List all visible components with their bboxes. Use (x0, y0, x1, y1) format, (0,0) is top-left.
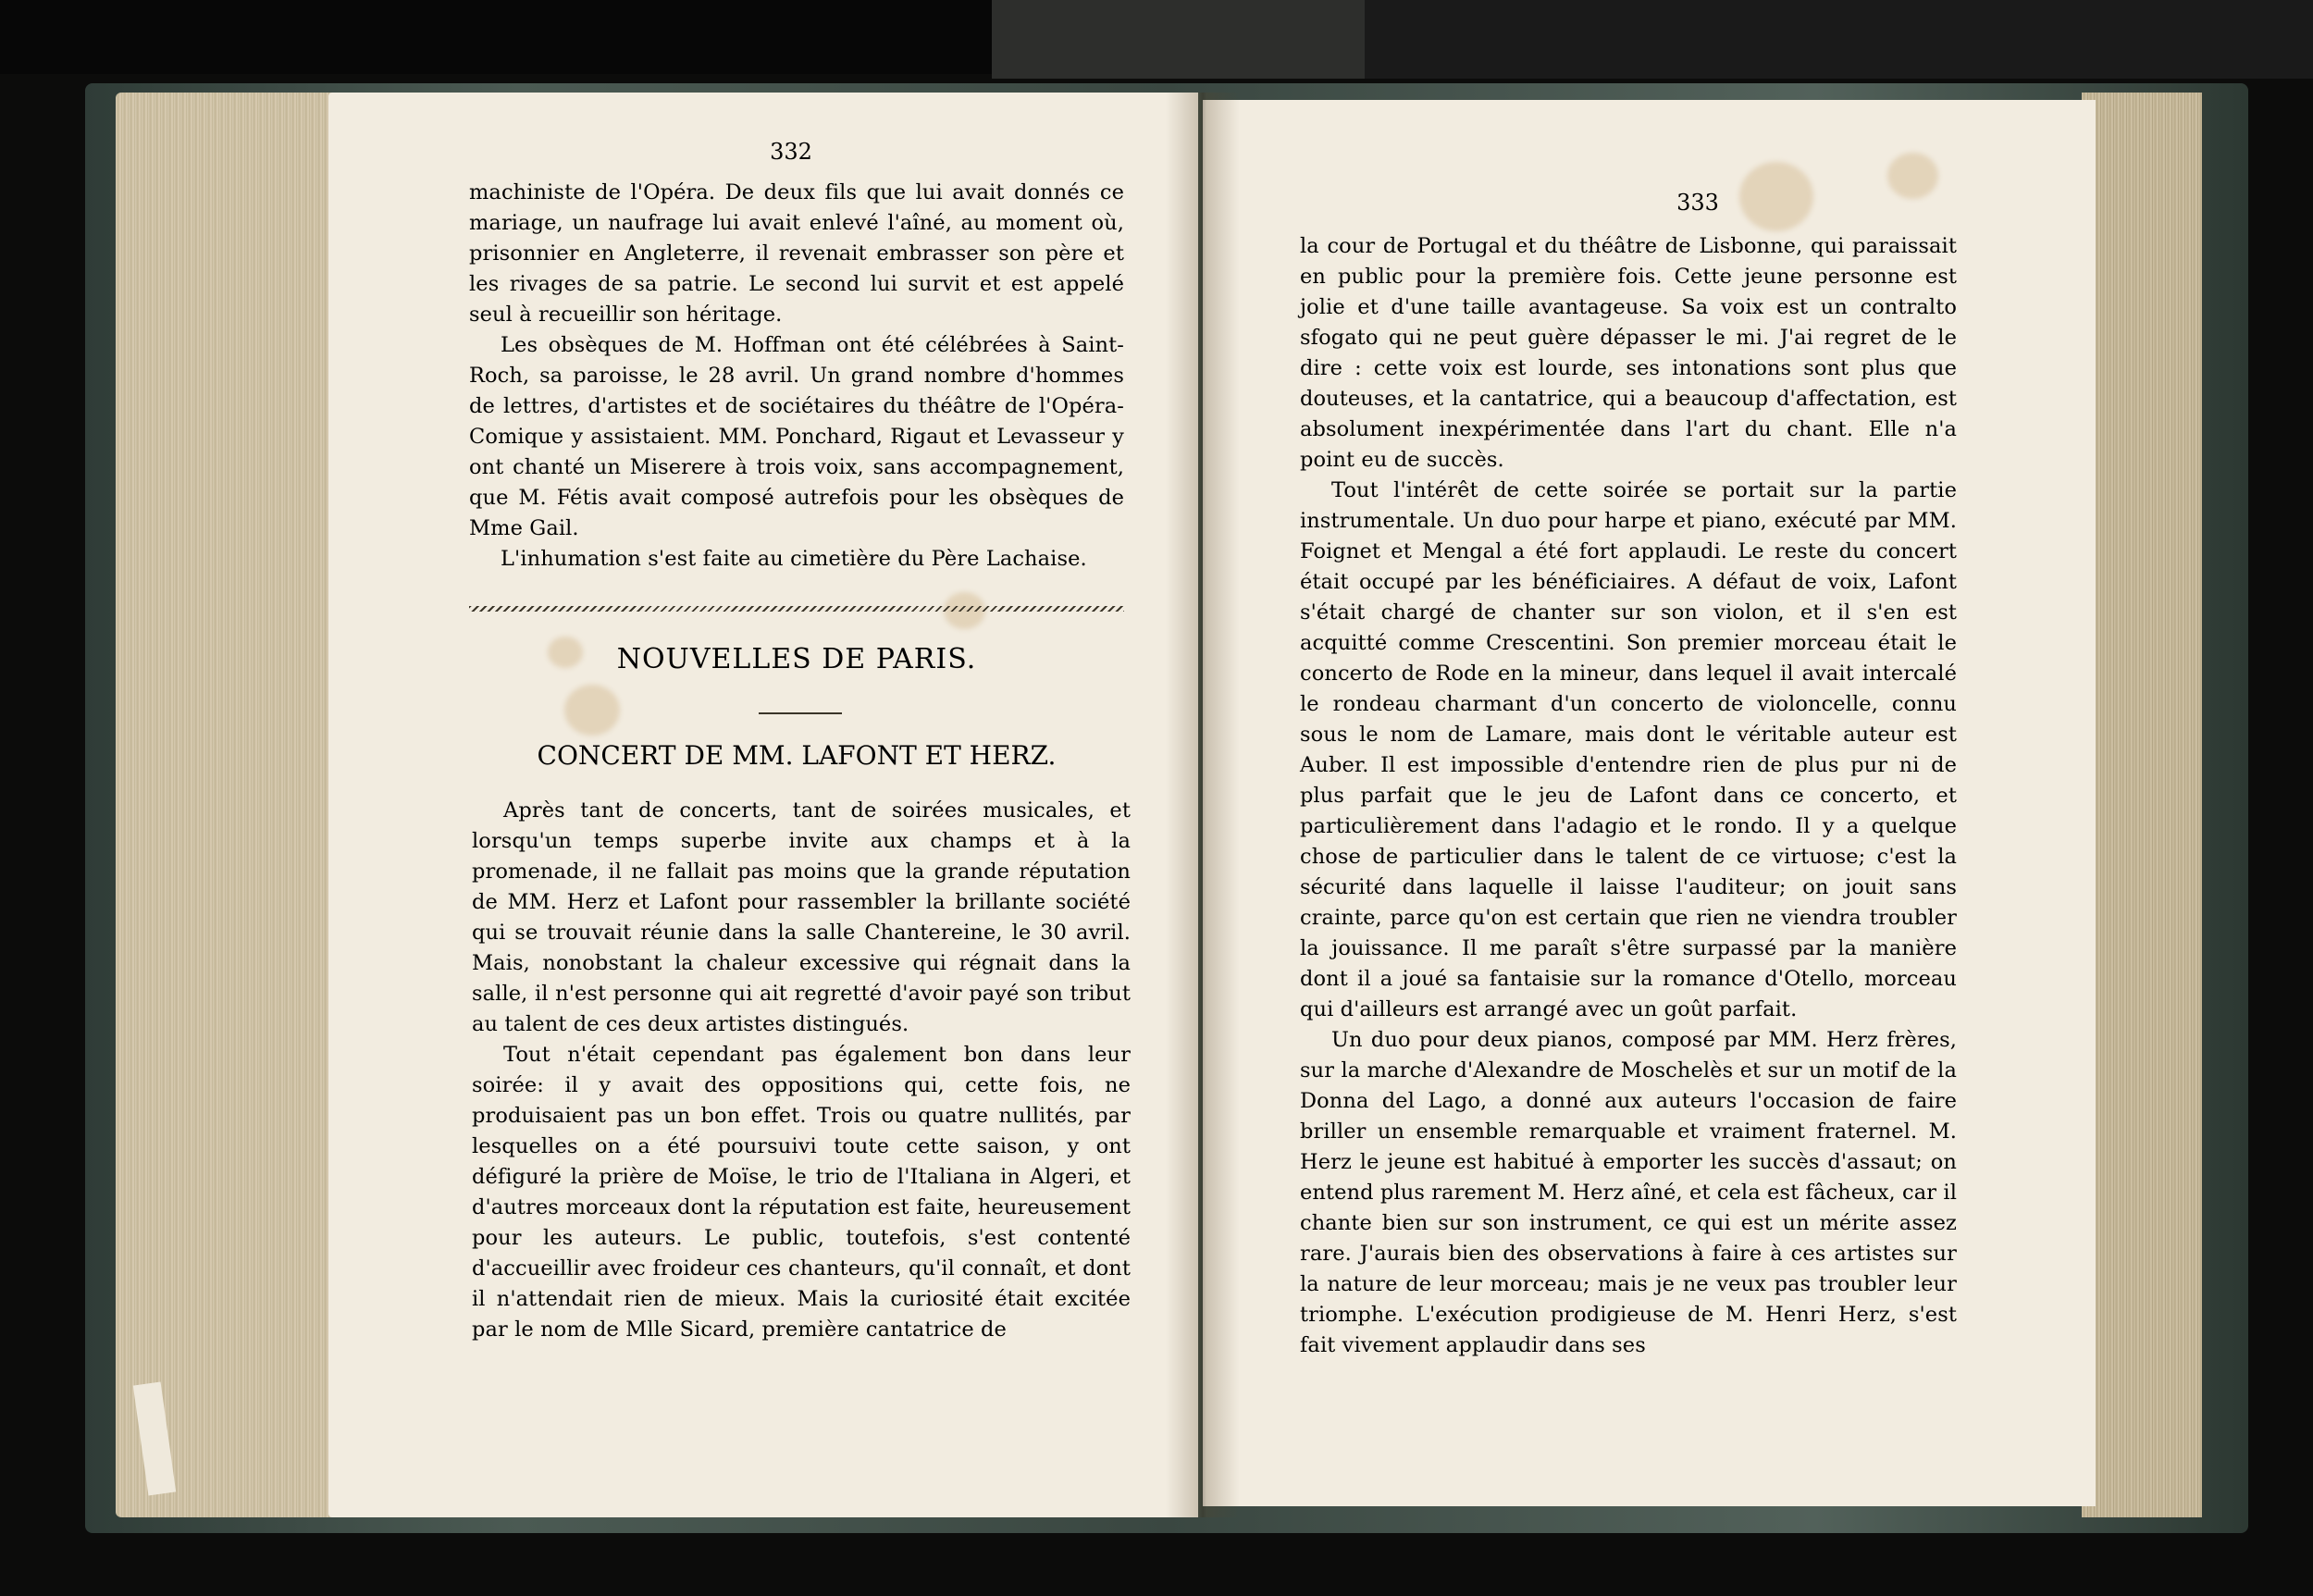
foxing-stain (564, 685, 620, 736)
right-page-text (1300, 231, 1957, 1361)
continued-paragraph: machiniste de l'Opéra. De deux fils que lui avait donnés ce mariage, un naufrage lui avait enlevé l'aîné, au moment où, prisonnier en Angleterre, il revenait embrasser son père et les rivages de sa patrie. Le second lui survit et est appelé seul à recueillir son héritage. (469, 180, 1124, 327)
inhumation-line: L'inhumation s'est faite au cimetière du Père Lachaise. (501, 547, 1087, 571)
left-page-top-text (469, 178, 1124, 575)
background-stand-left (0, 0, 992, 74)
article-paragraph: Tout n'était cependant pas également bon dans leur soirée: il y avait des oppositions qui, cette fois, ne produisaient pas un bon effet. Trois ou quatre nullités, par lesquelles on a été poursuivi toute cette saison, y ont défiguré la prière de Moïse, le trio de l'Italiana in Algeri, et d'autres morceaux dont la réputation est faite, heureusement pour les auteurs. Le public, toutefois, s'est contenté d'accueillir avec froideur ces chanteurs, qu'il connaît, et dont il n'attendait rien de mieux. Mais la curiosité était excitée par le nom de Mlle Sicard, première cantatrice de (472, 1043, 1131, 1342)
article-title: CONCERT DE MM. LAFONT ET HERZ. (537, 740, 1057, 771)
page-edges-left (116, 93, 342, 1517)
book-gutter (1166, 93, 1240, 1517)
section-divider (469, 606, 1124, 612)
section-title: NOUVELLES DE PARIS. (616, 643, 977, 675)
article-paragraph: la cour de Portugal et du théâtre de Lisbonne, qui paraissait en public pour la première fois. Cette jeune personne est jolie et d'une taille avantageuse. Sa voix est un contralto sfogato qui ne peut guère dépasser le mi. J'ai regret de le dire : cette voix est lourde, ses intonations sont plus que douteuses, et la cantatrice, qui a beaucoup d'affectation, est absolument inexpérimentée dans l'art du chant. Elle n'a point eu de succès. (1300, 234, 1957, 472)
page-number-right: 333 (1676, 190, 1719, 216)
foxing-stain (1887, 153, 1938, 199)
article-paragraph: Après tant de concerts, tant de soirées musicales, et lorsqu'un temps superbe invite aux champs et à la promenade, il ne fallait pas moins que la grande réputation de MM. Herz et Lafont pour rassembler la brillante société qui se trouvait réunie dans la salle Chantereine, le 30 avril. Mais, nonobstant la chaleur excessive qui régnait dans la salle, il n'est personne qui ait regretté d'avoir payé son tribut au talent de ces deux artistes distingués. (472, 798, 1131, 1036)
left-page-article-text (472, 796, 1131, 1345)
foxing-stain (1739, 162, 1813, 231)
obseques-paragraph: Les obsèques de M. Hoffman ont été célébrées à Saint-Roch, sa paroisse, le 28 avril. Un grand nombre d'hommes de lettres, d'artistes et de sociétaires du théâtre de l'Opéra-Comique y assistaient. MM. Ponchard, Rigaut et Levasseur y ont chanté un Miserere à trois voix, sans accompagnement, que M. Fétis avait composé autrefois pour les obsèques de Mme Gail. (469, 333, 1124, 540)
page-number-left: 332 (770, 139, 812, 165)
page-edges-right (2082, 93, 2202, 1517)
article-paragraph: Tout l'intérêt de cette soirée se portait sur la partie instrumentale. Un duo pour harpe et piano, exécuté par MM. Foignet et Mengal a été fort applaudi. Le reste du concert était occupé par les bénéficiaires. A défaut de voix, Lafont s'était chargé de chanter sur son violon, et il s'en est acquitté comme Crescentini. Son premier morceau était le concerto de Rode en la mineur, dans lequel il avait intercalé le rondeau charmant d'un concerto de violoncelle, connu sous le nom de Lamare, mais dont le véritable auteur est Auber. Il est impossible d'entendre rien de plus pur ni de plus parfait que le jeu de Lafont dans ce concerto, et particulièrement dans l'adagio et le rondo. Il y a quelque chose de particulier dans le talent de ce virtuose; c'est la sécurité dans laquelle il laisse l'auditeur; on jouit sans crainte, parce qu'on est certain que rien ne viendra troubler la jouissance. Il me paraît s'être surpassé par la manière dont il a joué sa fantaisie sur la romance d'Otello, morceau qui d'ailleurs est arrangé avec un goût parfait. (1300, 478, 1957, 1021)
background-stand-strip (992, 0, 1365, 79)
title-rule (759, 712, 842, 714)
background-stand-right (1365, 0, 2313, 79)
article-paragraph: Un duo pour deux pianos, composé par MM. Herz frères, sur la marche d'Alexandre de Moschelès et sur un motif de la Donna del Lago, a donné aux auteurs l'occasion de faire briller un ensemble remarquable et vraiment fraternel. M. Herz le jeune est habitué à emporter les succès d'assaut; on entend plus rarement M. Herz aîné, et cela est fâcheux, car il chante bien sur son instrument, ce qui est un mérite assez rare. J'aurais bien des observations à faire à ces artistes sur la nature de leur morceau; mais je ne veux pas troubler leur triomphe. L'exécution prodigieuse de M. Henri Herz, s'est fait vivement applaudir dans ses (1300, 1028, 1957, 1357)
